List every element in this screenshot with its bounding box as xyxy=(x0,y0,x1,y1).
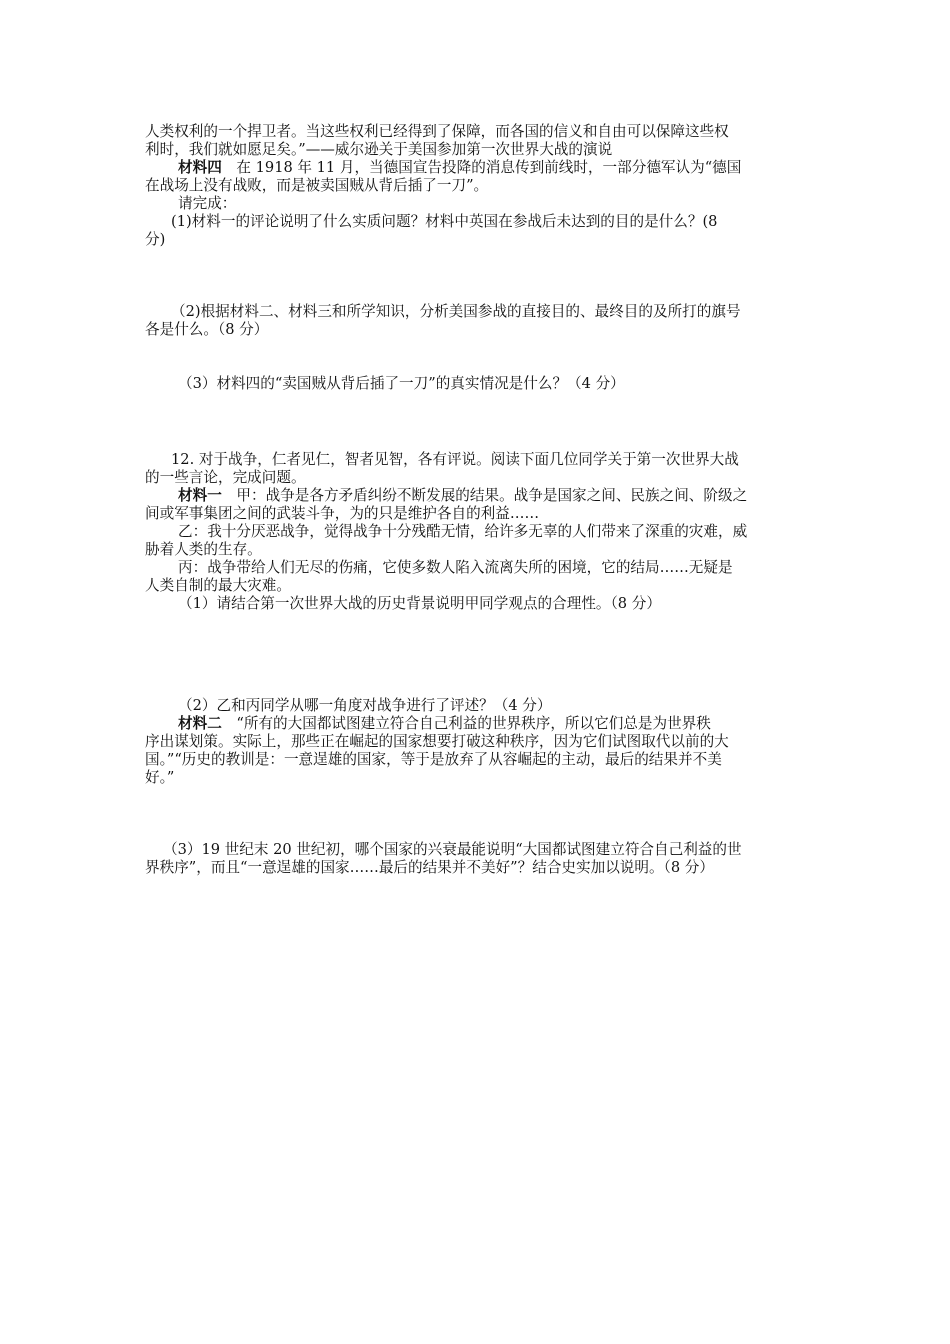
text-line: 胁着人类的生存。 xyxy=(145,541,262,558)
material-1-line: 材料一 甲：战争是各方矛盾纠纷不断发展的结果。战争是国家之间、民族之间、阶级之 xyxy=(178,487,748,504)
text-line: 的一些言论，完成问题。 xyxy=(145,469,306,486)
text-line: 好。” xyxy=(145,769,175,786)
question-12-intro: 12. 对于战争，仁者见仁，智者见智，各有评说。阅读下面几位同学关于第一次世界大战 xyxy=(171,451,739,468)
text-line: 利时，我们就如愿足矣。”——威尔逊关于美国参加第一次世界大战的演说 xyxy=(145,141,613,158)
question-2: （2)根据材料二、材料三和所学知识，分析美国参战的直接目的、最终目的及所打的旗号 xyxy=(171,303,741,320)
text-line: 人类权利的一个捍卫者。当这些权利已经得到了保障，而各国的信义和自由可以保障这些权 xyxy=(145,123,729,140)
text-line: 国。”“历史的教训是：一意逞雄的国家，等于是放弃了从容崛起的主动，最后的结果并不美 xyxy=(145,751,722,768)
text-line: 乙：我十分厌恶战争，觉得战争十分残酷无情，给许多无辜的人们带来了深重的灾难，威 xyxy=(178,523,748,540)
material-label: 材料一 xyxy=(178,487,222,504)
material-4-line: 材料四 在 1918 年 11 月，当德国宣告投降的消息传到前线时，一部分德军认为“德国 xyxy=(178,159,742,176)
material-label: 材料四 xyxy=(178,159,222,176)
text-line: 间或军事集团之间的武装斗争，为的只是维护各自的利益…… xyxy=(145,505,540,522)
sub-question-2: （2）乙和丙同学从哪一角度对战争进行了评述？（4 分） xyxy=(178,697,552,714)
text-line: 界秩序”，而且“一意逞雄的国家……最后的结果并不美好”？结合史实加以说明。（8 分） xyxy=(145,859,714,876)
text-line: 丙：战争带给人们无尽的伤痛，它使多数人陷入流离失所的困境，它的结局……无疑是 xyxy=(178,559,733,576)
instruction-line: 请完成： xyxy=(178,195,237,212)
sub-question-1: （1）请结合第一次世界大战的历史背景说明甲同学观点的合理性。（8 分） xyxy=(178,595,661,612)
text-line: 在战场上没有战败，而是被卖国贼从背后插了一刀”。 xyxy=(145,177,489,194)
sub-question-3: （3）19 世纪末 20 世纪初，哪个国家的兴衰最能说明“大国都试图建立符合自己利益的世 xyxy=(163,841,742,858)
text-line: 各是什么。（8 分） xyxy=(145,321,269,338)
text-line: 序出谋划策。实际上，那些正在崛起的国家想要打破这种秩序，因为它们试图取代以前的大 xyxy=(145,733,729,750)
material-label: 材料二 xyxy=(178,715,222,732)
material-2-line: 材料二 “所有的大国都试图建立符合自己利益的世界秩序，所以它们总是为世界秩 xyxy=(178,715,711,732)
question-3: （3）材料四的“卖国贼从背后插了一刀”的真实情况是什么？（4 分） xyxy=(178,375,625,392)
text-line: 分) xyxy=(145,231,166,248)
text-line: 人类自制的最大灾难。 xyxy=(145,577,291,594)
question-1: (1)材料一的评论说明了什么实质问题？材料中英国在参战后未达到的目的是什么？(8 xyxy=(171,213,718,230)
